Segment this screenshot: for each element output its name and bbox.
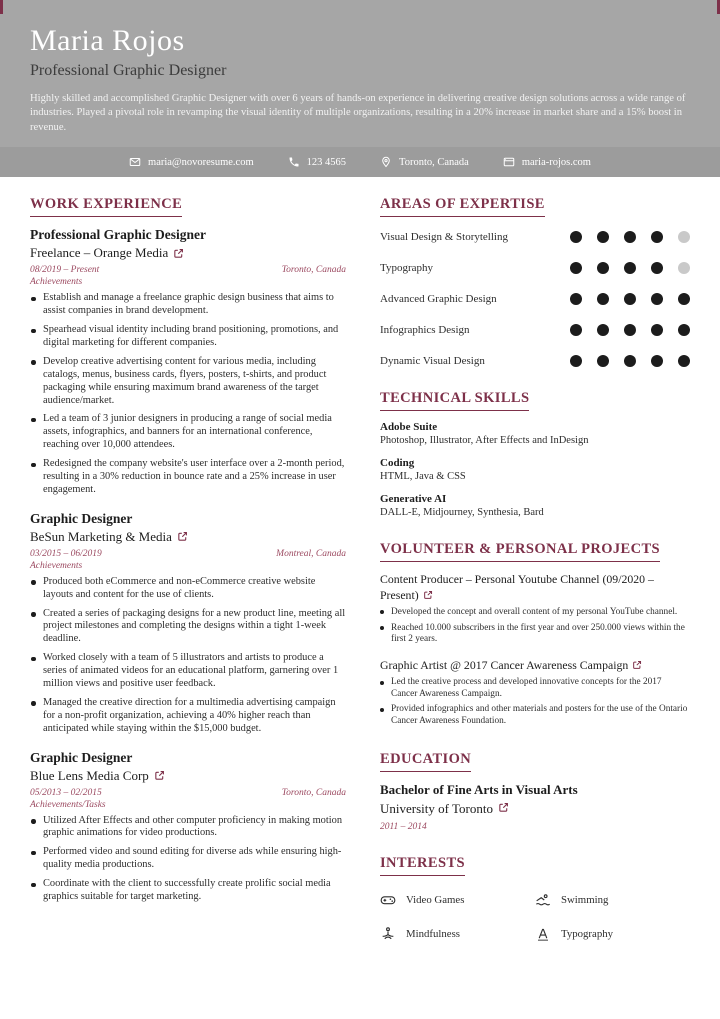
external-link-icon [632,660,642,670]
job-title: Graphic Designer [30,749,133,765]
skill-name: Visual Design & Storytelling [380,231,508,244]
external-link-icon [177,531,188,542]
person-name: Maria Rojos [30,24,185,57]
job-entry [30,227,346,496]
tech-group-name: Generative AI [380,493,447,506]
job-entry [30,511,346,736]
project-title-link[interactable] [380,572,690,603]
interest-item-gamepad [380,892,535,908]
contact-text: 123 4565 [306,156,347,168]
bullet-item: Led the creative process and developed innovative concepts for the 2017 Cancer Awareness Campaign. [380,677,690,700]
bullet-item: Spearhead visual identity including brand positioning, promotions, and digital marketing for different companies. [30,324,346,350]
job-section-label: Achievements [30,277,83,288]
job-company-name: Freelance – Orange Media [30,245,169,261]
bullet-item: Develop creative advertising content for various media, including catalogs, menus, business cards, flyers, posters, t-shirts, and product packaging while ensuring maximum brand awareness of the target audience/market. [30,356,346,408]
bullet-item: Performed video and sound editing for diverse ads while ensuring high-quality media productions. [30,846,346,872]
job-location: Montreal, Canada [276,548,346,559]
swimming-icon [535,892,551,908]
education-heading: EDUCATION [380,751,471,772]
project-entry [380,572,690,645]
rating-dot [597,324,609,336]
job-meta [30,788,346,798]
skill-rating [570,355,690,367]
header [0,0,720,147]
typography-icon [535,926,551,942]
rating-dot [624,355,636,367]
bullet-item: Worked closely with a team of 5 illustrators and artists to produce a series of animated videos for an educational platform, garnering over 1 million views and positive user feedback. [30,652,346,691]
contact-text: maria@novoresume.com [148,156,254,168]
skill-rating [570,262,690,274]
project-title-text: Content Producer – Personal Youtube Channel (09/2020 – Present) [380,572,654,602]
jobs-list [30,227,346,904]
external-link-icon [423,590,433,600]
rating-dot [624,262,636,274]
job-title: Professional Graphic Designer [30,227,206,243]
bullet-item: Provided infographics and other materials and posters for the use of the Ontario Cancer Awareness Foundation. [380,704,690,727]
interest-item-swimming [535,892,690,908]
rating-dot [651,262,663,274]
skill-name: Advanced Graphic Design [380,293,497,306]
tech-group-items: HTML, Java & CSS [380,471,466,483]
contact-item-location[interactable] [380,156,469,168]
rating-dot [570,324,582,336]
education-school-link[interactable] [380,801,690,817]
tech-group [380,457,690,482]
bullet-item: Establish and manage a freelance graphic design business that aims to assist companies in brand development. [30,292,346,318]
skill-rating [570,231,690,243]
resume-body [0,177,720,941]
rating-dot [678,324,690,336]
rating-dot [597,262,609,274]
section-education [380,750,690,832]
section-interests [380,854,690,942]
job-title: Graphic Designer [30,510,133,526]
skill-name: Typography [380,262,433,275]
education-dates: 2011 – 2014 [380,821,427,832]
section-expertise [380,195,690,367]
interest-item-typography [535,926,690,942]
person-job-title: Professional Graphic Designer [30,61,227,79]
work-experience-heading: WORK EXPERIENCE [30,196,182,217]
bullet-item: Created a series of packaging designs for a new product line, meeting all project milestones and completing the designs within a tight 1-week deadline. [30,608,346,647]
interest-label: Video Games [406,893,465,906]
job-bullets [30,576,346,736]
interest-label: Typography [561,927,614,940]
bullet-item: Reached 10.000 subscribers in the first year and over 250.000 views within the first 2 years. [380,623,690,646]
skill-row [380,355,690,367]
section-work-experience [30,195,346,941]
tech-group-name: Adobe Suite [380,421,438,434]
skill-rating [570,293,690,305]
section-volunteer [380,540,690,727]
project-entry [380,658,690,728]
tech-group-items: Photoshop, Illustrator, After Effects and InDesign [380,435,589,447]
job-bullets [30,292,346,496]
bullet-item: Developed the concept and overall content of my personal YouTube channel. [380,607,690,619]
rating-dot [678,355,690,367]
tech-group [380,421,690,446]
skill-row [380,231,690,243]
skill-rating [570,324,690,336]
projects-list [380,572,690,727]
rating-dot [651,355,663,367]
job-dates: 03/2015 – 06/2019 [30,548,102,559]
rating-dot [651,231,663,243]
rating-dot [570,355,582,367]
project-title-text: Graphic Artist @ 2017 Cancer Awareness Campaign [380,657,629,672]
corner-mark-left [0,0,3,14]
education-degree: Bachelor of Fine Arts in Visual Arts [380,781,578,797]
website-icon [503,156,515,168]
rating-dot [624,293,636,305]
rating-dot [624,324,636,336]
bullet-item: Utilized After Effects and other computer proficiency in making motion graphic animations for video productions. [30,815,346,841]
external-link-icon [154,770,165,781]
job-section-label: Achievements [30,560,83,571]
job-location: Toronto, Canada [281,265,346,276]
bullet-item: Produced both eCommerce and non-eCommerce creative website layouts and content for the use of clients. [30,576,346,602]
interest-label: Mindfulness [406,927,460,940]
rating-dot [651,324,663,336]
skill-row [380,262,690,274]
rating-dot [570,262,582,274]
rating-dot [597,293,609,305]
rating-dot [651,293,663,305]
phone-icon [288,156,300,168]
job-company-name: Blue Lens Media Corp [30,767,149,783]
skill-row [380,293,690,305]
location-icon [380,156,392,168]
tech-group-items: DALL-E, Midjourney, Synthesia, Bard [380,507,544,519]
project-bullets [380,607,690,646]
rating-dot [597,231,609,243]
tech-group [380,493,690,518]
contact-item-email[interactable] [129,156,254,168]
job-dates: 08/2019 – Present [30,265,100,276]
job-company-link[interactable] [30,768,346,784]
contact-text: Toronto, Canada [399,156,469,168]
skill-name: Infographics Design [380,324,470,337]
skill-name: Dynamic Visual Design [380,355,485,368]
skills-list [380,231,690,367]
summary-text: Highly skilled and accomplished Graphic Designer with over 6 years of hands-on experience in delivering creative design solutions across a wide range of industries. Played a pivotal role in revamping the visual identity of multiple organizations, resulting in a 20% increase in market share and a 15% boost in revenue. [30,92,686,133]
technical-skills-heading: TECHNICAL SKILLS [380,390,529,411]
volunteer-heading: VOLUNTEER & PERSONAL PROJECTS [380,541,660,562]
tech-group-name: Coding [380,457,415,470]
job-company-link[interactable] [30,245,346,261]
education-school-name: University of Toronto [380,800,493,816]
job-company-link[interactable] [30,529,346,545]
contact-item-phone[interactable] [288,156,346,168]
email-icon [129,156,141,168]
section-technical-skills [380,389,690,518]
job-entry [30,750,346,904]
interest-item-mindfulness [380,926,535,942]
mindfulness-icon [380,926,396,942]
interests-list [380,892,690,942]
right-column [380,195,690,941]
project-bullets [380,677,690,727]
gamepad-icon [380,892,396,908]
contact-text: maria-rojos.com [521,156,591,168]
technical-skills-list [380,421,690,518]
bullet-item: Redesigned the company website's user interface over a 2-month period, resulting in a 30% reduction in bounce rate and a 25% increase in user engagement. [30,458,346,497]
job-location: Toronto, Canada [281,787,346,798]
job-company-name: BeSun Marketing & Media [30,528,172,544]
contact-item-website[interactable] [503,156,591,168]
job-meta [30,549,346,559]
rating-dot [678,293,690,305]
external-link-icon [173,248,184,259]
job-section-label: Achievements/Tasks [30,799,106,810]
bullet-item: Managed the creative direction for a multimedia advertising campaign for a non-profit organization, achieving a 40% higher reach than anticipated while staying within the $15,000 budget. [30,697,346,736]
rating-dot [597,355,609,367]
job-meta [30,265,346,275]
rating-dot [624,231,636,243]
external-link-icon-slot [498,801,509,817]
interests-heading: INTERESTS [380,855,465,876]
contact-bar [0,147,720,177]
external-link-icon [498,802,509,813]
interest-label: Swimming [561,893,609,906]
project-title-link[interactable] [380,658,690,673]
bullet-item: Led a team of 3 junior designers in producing a range of social media assets, infographics, and banners for an international conference, reaching over 10,000 attendees. [30,413,346,452]
rating-dot [570,293,582,305]
skill-row [380,324,690,336]
job-bullets [30,815,346,904]
rating-dot [678,262,690,274]
rating-dot [678,231,690,243]
expertise-heading: AREAS OF EXPERTISE [380,196,545,217]
job-dates: 05/2013 – 02/2015 [30,787,102,798]
rating-dot [570,231,582,243]
bullet-item: Coordinate with the client to successfully create prolific social media graphics suitable for target marketing. [30,878,346,904]
